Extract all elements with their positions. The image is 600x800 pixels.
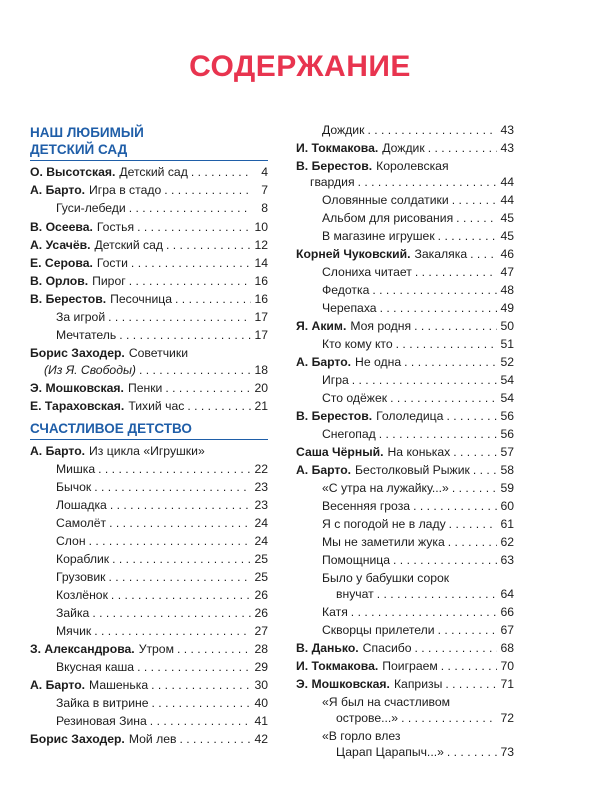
- entry-page: 58: [500, 463, 514, 477]
- entry-page: 23: [254, 480, 268, 494]
- entry-title: Советчики: [128, 346, 188, 360]
- entry-page: 59: [500, 481, 514, 495]
- entry-title: Было у бабушки сорок: [322, 571, 450, 585]
- toc-entry[interactable]: [296, 247, 514, 265]
- entry-page: 17: [254, 328, 268, 342]
- entry-title: Капризы: [393, 677, 443, 691]
- entry-title: Весенняя гроза: [322, 499, 411, 513]
- leader-dots: [94, 624, 251, 638]
- toc-entry[interactable]: [322, 623, 514, 641]
- leader-dots: [137, 660, 251, 674]
- leader-dots: [452, 193, 497, 207]
- entry-title: Из цикла «Игрушки»: [89, 444, 205, 458]
- entry-page: 48: [500, 283, 514, 297]
- entry-title: Детский сад: [119, 165, 188, 179]
- toc-entry[interactable]: [322, 553, 514, 571]
- entry-author: А. Барто.: [30, 183, 86, 197]
- entry-author: О. Высотская.: [30, 165, 116, 179]
- entry-title: Грузовик: [56, 570, 106, 584]
- entry-title: внучат: [336, 587, 374, 601]
- entry-page: 28: [254, 642, 268, 656]
- toc-entry[interactable]: [30, 642, 268, 660]
- entry-page: 23: [254, 498, 268, 512]
- entry-title: Оловянные солдатики: [322, 193, 449, 207]
- toc-entry[interactable]: [322, 605, 514, 623]
- entry-title: Гололедица: [376, 409, 444, 423]
- entry-author: Е. Тараховская.: [30, 399, 125, 413]
- entry-page: 56: [500, 409, 514, 423]
- leader-dots: [447, 745, 497, 759]
- entry-title: Федотка: [322, 283, 370, 297]
- entry-page: 16: [254, 292, 268, 306]
- leader-dots: [379, 427, 497, 441]
- toc-entry-cont[interactable]: [44, 363, 268, 381]
- entry-title: Мячик: [56, 624, 92, 638]
- toc-entry[interactable]: [322, 391, 514, 409]
- toc-entry[interactable]: [30, 220, 268, 238]
- entry-author: Э. Мошковская.: [296, 677, 390, 691]
- entry-title: На коньках: [387, 445, 451, 459]
- toc-entry[interactable]: [30, 732, 268, 750]
- leader-dots: [152, 696, 251, 710]
- entry-title: Игра в стадо: [89, 183, 162, 197]
- entry-title: Гостья: [96, 220, 135, 234]
- entry-page: 21: [254, 399, 268, 413]
- leader-dots: [112, 552, 251, 566]
- toc-entry[interactable]: [322, 123, 514, 141]
- toc-entry[interactable]: [30, 678, 268, 696]
- entry-title: Тихий час: [128, 399, 185, 413]
- entry-title: Слон: [56, 534, 86, 548]
- toc-entry[interactable]: [322, 229, 514, 247]
- leader-dots: [129, 274, 251, 288]
- entry-page: 8: [261, 201, 268, 215]
- entry-page: 52: [500, 355, 514, 369]
- leader-dots: [166, 238, 251, 252]
- entry-page: 45: [500, 229, 514, 243]
- leader-dots: [428, 141, 497, 155]
- toc-entry[interactable]: [322, 211, 514, 229]
- entry-page: 72: [500, 711, 514, 725]
- leader-dots: [372, 283, 497, 297]
- toc-entry[interactable]: [30, 381, 268, 399]
- entry-author: И. Токмакова.: [296, 141, 379, 155]
- entry-title: Самолёт: [56, 516, 107, 530]
- toc-entry[interactable]: [322, 481, 514, 499]
- leader-dots: [351, 605, 497, 619]
- toc-entry[interactable]: [296, 677, 514, 695]
- entry-page: 14: [254, 256, 268, 270]
- entry-page: 17: [254, 310, 268, 324]
- section-heading-1-line2: ДЕТСКИЙ САД: [30, 142, 128, 157]
- entry-title: Не одна: [355, 355, 402, 369]
- leader-dots: [452, 481, 497, 495]
- entry-page: 7: [261, 183, 268, 197]
- leader-dots: [380, 301, 497, 315]
- entry-title: Спасибо: [362, 641, 412, 655]
- leader-dots: [137, 220, 251, 234]
- leader-dots: [401, 711, 497, 725]
- entry-page: 25: [254, 552, 268, 566]
- toc-entry[interactable]: [56, 696, 268, 714]
- toc-entry[interactable]: [322, 193, 514, 211]
- entry-title: Бестолковый Рыжик: [355, 463, 470, 477]
- entry-page: 61: [500, 517, 514, 531]
- leader-dots: [98, 462, 251, 476]
- entry-title: Королевская: [376, 159, 449, 173]
- entry-title: Козлёнок: [56, 588, 108, 602]
- section-divider-2: [30, 439, 268, 440]
- leader-dots: [441, 659, 497, 673]
- toc-entry[interactable]: [56, 310, 268, 328]
- entry-page: 46: [500, 247, 514, 261]
- entry-author: Е. Серова.: [30, 256, 93, 270]
- entry-title: Резиновая Зина: [56, 714, 147, 728]
- leader-dots: [414, 319, 497, 333]
- leader-dots: [111, 588, 251, 602]
- leader-dots: [109, 570, 252, 584]
- entry-page: 43: [500, 141, 514, 155]
- entry-author: В. Осеева.: [30, 220, 93, 234]
- toc-entry[interactable]: [322, 517, 514, 535]
- toc-entry[interactable]: [56, 606, 268, 624]
- entry-title: Песочница: [110, 292, 173, 306]
- entry-page: 57: [500, 445, 514, 459]
- entry-title: В магазине игрушек: [322, 229, 435, 243]
- entry-page: 18: [254, 363, 268, 377]
- leader-dots: [151, 678, 251, 692]
- toc-entry-cont[interactable]: [310, 175, 514, 193]
- leader-dots: [108, 310, 251, 324]
- leader-dots: [129, 201, 251, 215]
- toc-entry[interactable]: [56, 462, 268, 480]
- entry-page: 41: [254, 714, 268, 728]
- entry-title: гвардия: [310, 175, 355, 189]
- entry-page: 24: [254, 534, 268, 548]
- entry-title: Машенька: [89, 678, 149, 692]
- leader-dots: [404, 355, 497, 369]
- leader-dots: [453, 445, 497, 459]
- entry-title: Я с погодой не в ладу: [322, 517, 446, 531]
- entry-author: Э. Мошковская.: [30, 381, 124, 395]
- entry-title: Альбом для рисования: [322, 211, 454, 225]
- leader-dots: [179, 732, 251, 746]
- entry-page: 64: [500, 587, 514, 601]
- entry-page: 62: [500, 535, 514, 549]
- leader-dots: [92, 606, 251, 620]
- entry-title: Дождик: [382, 141, 425, 155]
- leader-dots: [438, 623, 497, 637]
- entry-title: Зайка: [56, 606, 90, 620]
- entry-title: Мой лев: [128, 732, 177, 746]
- entry-page: 29: [254, 660, 268, 674]
- entry-page: 10: [254, 220, 268, 234]
- entry-title: «С утра на лужайку...»: [322, 481, 449, 495]
- toc-entry[interactable]: [322, 535, 514, 553]
- entry-page: 20: [254, 381, 268, 395]
- leader-dots: [175, 292, 251, 306]
- entry-title: Вкусная каша: [56, 660, 135, 674]
- toc-entry[interactable]: [296, 141, 514, 159]
- entry-title: Закаляка: [414, 247, 468, 261]
- toc-entry[interactable]: [296, 641, 514, 659]
- entry-page: 71: [500, 677, 514, 691]
- entry-author: Борис Заходер.: [30, 346, 125, 360]
- toc-entry[interactable]: [296, 445, 514, 463]
- entry-author: Борис Заходер.: [30, 732, 125, 746]
- entry-author: В. Берестов.: [296, 409, 373, 423]
- toc-entry[interactable]: [296, 319, 514, 337]
- leader-dots: [165, 381, 251, 395]
- entry-author: А. Усачёв.: [30, 238, 91, 252]
- entry-page: 70: [500, 659, 514, 673]
- toc-entry[interactable]: [56, 570, 268, 588]
- leader-dots: [164, 183, 251, 197]
- toc-entry[interactable]: [56, 534, 268, 552]
- leader-dots: [415, 641, 497, 655]
- toc-entry[interactable]: [30, 292, 268, 310]
- entry-page: 56: [500, 427, 514, 441]
- leader-dots: [177, 642, 251, 656]
- entry-title: Царап Царапыч...»: [336, 745, 444, 759]
- entry-title: Дождик: [322, 123, 365, 137]
- toc-entry[interactable]: [322, 301, 514, 319]
- entry-title: (Из Я. Свободы): [44, 363, 136, 377]
- leader-dots: [139, 363, 251, 377]
- entry-author: А. Барто.: [296, 463, 352, 477]
- leader-dots: [187, 399, 251, 413]
- leader-dots: [438, 229, 497, 243]
- entry-page: 47: [500, 265, 514, 279]
- entry-page: 68: [500, 641, 514, 655]
- entry-title: Пенки: [127, 381, 163, 395]
- toc-entry[interactable]: [56, 552, 268, 570]
- entry-title: Мишка: [56, 462, 96, 476]
- entry-author: В. Орлов.: [30, 274, 89, 288]
- entry-author: З. Александрова.: [30, 642, 135, 656]
- entry-title: Лошадка: [56, 498, 107, 512]
- leader-dots: [119, 328, 251, 342]
- leader-dots: [446, 409, 497, 423]
- entry-page: 42: [254, 732, 268, 746]
- toc-entry[interactable]: [322, 373, 514, 391]
- entry-page: 25: [254, 570, 268, 584]
- entry-page: 49: [500, 301, 514, 315]
- entry-page: 44: [500, 175, 514, 189]
- leader-dots: [415, 265, 497, 279]
- entry-title: «Я был на счастливом: [322, 695, 451, 709]
- toc-entry[interactable]: [56, 660, 268, 678]
- leader-dots: [470, 247, 497, 261]
- entry-author: Я. Аким.: [296, 319, 347, 333]
- section-divider-1: [30, 160, 268, 161]
- toc-entry[interactable]: [30, 256, 268, 274]
- entry-author: И. Токмакова.: [296, 659, 379, 673]
- entry-title: Гуси-лебеди: [56, 201, 126, 215]
- entry-title: Игра: [322, 373, 349, 387]
- entry-page: 30: [254, 678, 268, 692]
- entry-title: Кораблик: [56, 552, 110, 566]
- leader-dots: [445, 677, 497, 691]
- leader-dots: [377, 587, 497, 601]
- entry-page: 63: [500, 553, 514, 567]
- entry-author: А. Барто.: [296, 355, 352, 369]
- entry-title: Слониха читает: [322, 265, 412, 279]
- entry-title: Помощница: [322, 553, 391, 567]
- toc-entry[interactable]: [30, 274, 268, 292]
- entry-title: Сто одёжек: [322, 391, 388, 405]
- leader-dots: [367, 123, 497, 137]
- entry-title: «В горло влез: [322, 729, 401, 743]
- leader-dots: [473, 463, 497, 477]
- toc-entry[interactable]: [30, 238, 268, 256]
- entry-page: 40: [254, 696, 268, 710]
- toc-entry[interactable]: [296, 463, 514, 481]
- entry-page: 44: [500, 193, 514, 207]
- section-heading-1-line1: НАШ ЛЮБИМЫЙ: [30, 125, 144, 140]
- leader-dots: [396, 337, 497, 351]
- entry-title: Гости: [96, 256, 128, 270]
- leader-dots: [94, 480, 251, 494]
- entry-page: 54: [500, 373, 514, 387]
- entry-title: Поиграем: [382, 659, 438, 673]
- leader-dots: [352, 373, 497, 387]
- entry-author: А. Барто.: [30, 444, 86, 458]
- toc-entry[interactable]: [322, 283, 514, 301]
- toc-entry[interactable]: [56, 201, 268, 219]
- entry-page: 26: [254, 606, 268, 620]
- entry-title: Кто кому кто: [322, 337, 393, 351]
- toc-entry[interactable]: [296, 355, 514, 373]
- toc-entry[interactable]: [56, 714, 268, 732]
- toc-entry[interactable]: [56, 498, 268, 516]
- entry-page: 66: [500, 605, 514, 619]
- entry-title: Мы не заметили жука: [322, 535, 445, 549]
- toc-entry[interactable]: [30, 399, 268, 417]
- entry-author: В. Берестов.: [296, 159, 373, 173]
- leader-dots: [191, 165, 251, 179]
- entry-author: Корней Чуковский.: [296, 247, 411, 261]
- toc-entry[interactable]: [56, 328, 268, 346]
- leader-dots: [413, 499, 497, 513]
- leader-dots: [109, 516, 251, 530]
- entry-page: 45: [500, 211, 514, 225]
- leader-dots: [150, 714, 251, 728]
- leader-dots: [449, 517, 497, 531]
- leader-dots: [131, 256, 251, 270]
- entry-page: 60: [500, 499, 514, 513]
- leader-dots: [110, 498, 251, 512]
- entry-author: В. Берестов.: [30, 292, 107, 306]
- toc-entry[interactable]: [56, 480, 268, 498]
- entry-title: Пирог: [92, 274, 126, 288]
- entry-title: Моя родня: [350, 319, 412, 333]
- leader-dots: [390, 391, 497, 405]
- entry-title: Зайка в витрине: [56, 696, 149, 710]
- entry-title: Снегопад: [322, 427, 376, 441]
- toc-entry[interactable]: [56, 516, 268, 534]
- toc-entry[interactable]: [56, 624, 268, 642]
- leader-dots: [393, 553, 497, 567]
- entry-title: Мечтатель: [56, 328, 117, 342]
- toc-entry-cont[interactable]: [336, 587, 514, 605]
- entry-title: острове...»: [336, 711, 399, 725]
- toc-entry[interactable]: [56, 588, 268, 606]
- toc-entry[interactable]: [30, 346, 268, 364]
- entry-page: 43: [500, 123, 514, 137]
- entry-page: 27: [254, 624, 268, 638]
- toc-entry[interactable]: [322, 337, 514, 355]
- entry-page: 51: [500, 337, 514, 351]
- leader-dots: [448, 535, 497, 549]
- toc-entry-cont[interactable]: [336, 745, 514, 763]
- entry-page: 67: [500, 623, 514, 637]
- toc-entry[interactable]: [30, 165, 268, 183]
- entry-author: А. Барто.: [30, 678, 86, 692]
- section-heading-2: СЧАСТЛИВОЕ ДЕТСТВО: [30, 421, 192, 436]
- toc-entry[interactable]: [322, 427, 514, 445]
- leader-dots: [358, 175, 497, 189]
- entry-page: 12: [254, 238, 268, 252]
- toc-entry[interactable]: [30, 444, 268, 462]
- entry-title: Детский сад: [94, 238, 164, 252]
- leader-dots: [89, 534, 251, 548]
- entry-title: Бычок: [56, 480, 92, 494]
- toc-entry[interactable]: [322, 499, 514, 517]
- toc-entry[interactable]: [296, 659, 514, 677]
- entry-page: 50: [500, 319, 514, 333]
- entry-page: 22: [254, 462, 268, 476]
- toc-entry[interactable]: [30, 183, 268, 201]
- entry-page: 54: [500, 391, 514, 405]
- entry-page: 26: [254, 588, 268, 602]
- entry-title: За игрой: [56, 310, 106, 324]
- page-title: СОДЕРЖАНИЕ: [189, 50, 411, 83]
- entry-title: Скворцы прилетели: [322, 623, 435, 637]
- toc-entry[interactable]: [296, 409, 514, 427]
- entry-page: 4: [261, 165, 268, 179]
- toc-entry-cont[interactable]: [336, 711, 514, 729]
- entry-page: 73: [500, 745, 514, 759]
- entry-author: Саша Чёрный.: [296, 445, 384, 459]
- entry-page: 16: [254, 274, 268, 288]
- entry-page: 24: [254, 516, 268, 530]
- entry-title: Утром: [138, 642, 174, 656]
- toc-entry[interactable]: [322, 265, 514, 283]
- entry-title: Черепаха: [322, 301, 377, 315]
- entry-title: Катя: [322, 605, 348, 619]
- leader-dots: [456, 211, 497, 225]
- entry-author: В. Данько.: [296, 641, 359, 655]
